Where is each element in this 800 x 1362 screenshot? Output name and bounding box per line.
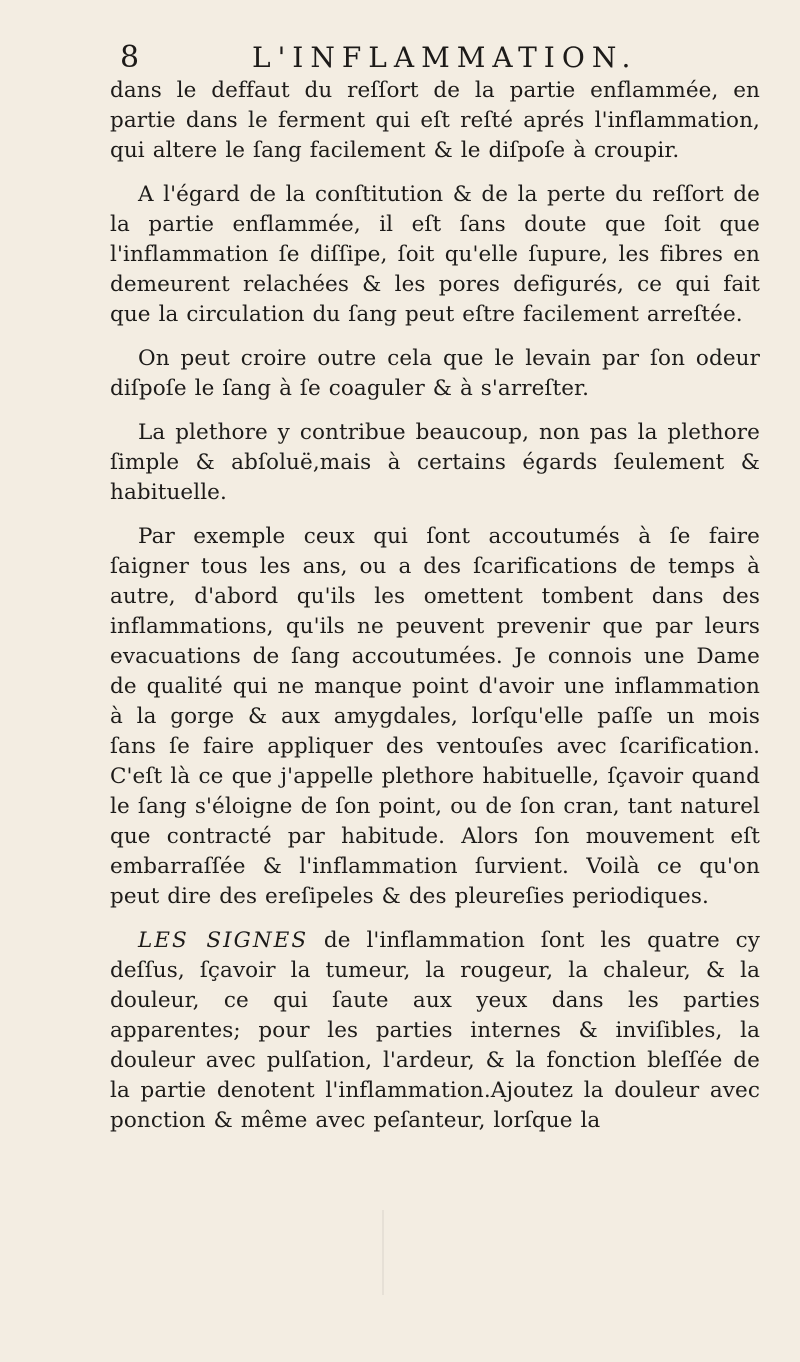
paragraph-2 — [110, 180, 760, 330]
paragraph-3 — [110, 344, 760, 404]
paragraph-5 — [110, 522, 760, 912]
paragraph-1 — [110, 76, 760, 166]
paragraph-6-text: de l'inflammation ſont les quatre cy deſſus, ſçavoir la tumeur, la rougeur, la chaleur, & la douleur, ce qui ſaute aux yeux dans les parties apparentes; pour les parties internes & inviſibles, la douleur avec pulſation, l'ardeur, & la fonction bleſſée de la partie denotent l'inflammation.Ajoutez la douleur avec ponction & même avec peſanteur, lorſque la — [110, 928, 761, 1133]
paragraph-6 — [110, 926, 760, 1136]
paragraph-1-text: dans le deffaut du reſſort de la partie enflammée, en partie dans le ferment qui eſt reſté aprés l'inflammation, qui altere le ſang facilement & le diſpoſe à croupir. — [110, 78, 760, 163]
paragraph-4 — [110, 418, 760, 508]
running-head: L'INFLAMMATION. — [252, 41, 638, 74]
paragraph-3-text: On peut croire outre cela que le levain par ſon odeur diſpoſe le ſang à ſe coaguler & à s'arreſter. — [110, 346, 760, 401]
signes-heading: LES SIGNES — [138, 928, 309, 953]
paper-mark — [382, 1210, 384, 1295]
paragraph-5-text: Par exemple ceux qui ſont accoutumés à ſe faire ſaigner tous les ans, ou a des ſcarifications de temps à autre, d'abord qu'ils les omettent tombent dans des inflammations, qu'ils ne peuvent prevenir que par leurs evacuations de ſang accoutumées. Je connois une Dame de qualité qui ne manque point d'avoir une inflammation à la gorge & aux amygdales, lorſqu'elle paſſe un mois ſans ſe faire appliquer des ventouſes avec ſcarification. C'eſt là ce que j'appelle plethore habituelle, ſçavoir quand le ſang s'éloigne de ſon point, ou de ſon cran, tant naturel que contracté par habitude. Alors ſon mouvement eſt embarraſſée & l'inflammation ſurvient. Voilà ce qu'on peut dire des ereſipeles & des pleureſies periodiques. — [110, 524, 760, 909]
paragraph-4-text: La plethore y contribue beaucoup, non pas la plethore ſimple & abſoluë,mais à certains égards ſeulement & habituelle. — [110, 420, 760, 505]
text-block — [110, 76, 760, 1136]
paragraph-2-text: A l'égard de la conſtitution & de la perte du reſſort de la partie enflammée, il eſt ſans doute que ſoit que l'inflammation ſe diſſipe, ſoit qu'elle ſupure, les fibres en demeurent relachées & les pores defigurés, ce qui fait que la circulation du ſang peut eſtre facilement arreſtée. — [110, 182, 760, 327]
page-header — [120, 36, 760, 80]
page-number: 8 — [120, 40, 140, 75]
